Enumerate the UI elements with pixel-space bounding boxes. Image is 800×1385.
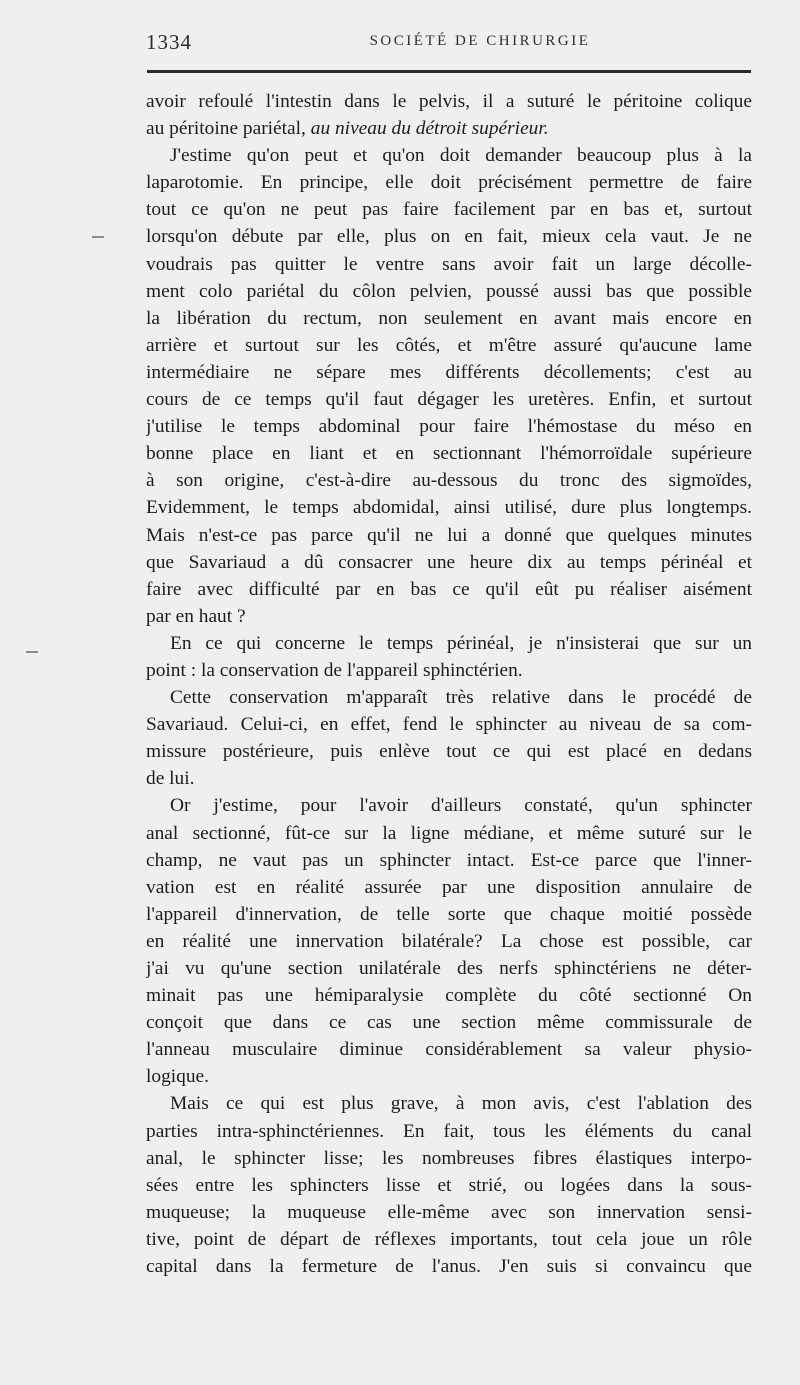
text-line-content: intermédiaire ne sépare mes différents décollements; c'est au: [146, 361, 752, 383]
text-line-content: Or j'estime, pour l'avoir d'ailleurs constaté, qu'un sphincter: [170, 795, 752, 817]
text-line: [146, 657, 752, 684]
text-line-content: j'ai vu qu'une section unilatérale des nerfs sphinctériens ne déter-: [146, 958, 752, 979]
text-line: [146, 440, 752, 467]
text-line: [146, 1145, 752, 1172]
text-line: [146, 467, 752, 494]
text-line-content: Savariaud. Celui-ci, en effet, fend le sphincter au niveau de sa com-: [146, 714, 752, 736]
text-line-content: faire avec difficulté par en bas ce qu'il eût pu réaliser aisément: [146, 578, 752, 600]
page-number: 1334: [146, 30, 192, 54]
text-line: [146, 603, 752, 630]
body-text: [146, 88, 752, 1280]
text-line-content: avoir refoulé l'intestin dans le pelvis, il a suturé le péritoine colique: [146, 91, 752, 112]
text-line: [146, 169, 752, 196]
text-line: [146, 1036, 752, 1063]
text-line: [146, 88, 752, 115]
text-line: [146, 955, 752, 982]
text-line: [146, 1172, 752, 1199]
text-line-content: conçoit que dans ce cas une section même commissurale de: [146, 1012, 752, 1034]
text-line: [146, 142, 752, 169]
text-line-content: logique.: [146, 1066, 210, 1088]
text-line-content: tive, point de départ de réflexes importants, tout cela joue un rôle: [146, 1228, 752, 1250]
text-line: [146, 1090, 752, 1117]
text-line: [146, 684, 752, 711]
text-line-content: point : la conservation de l'appareil sphinctérien.: [146, 659, 523, 681]
text-line-content: Mais n'est-ce pas parce qu'il ne lui a donné que quelques minutes: [146, 524, 752, 546]
text-line: [146, 847, 752, 874]
text-line: [146, 1199, 752, 1226]
text-line: [146, 765, 752, 792]
text-line: [146, 196, 752, 223]
text-line: [146, 522, 752, 549]
text-line-content: Cette conservation m'apparaît très relative dans le procédé de: [170, 687, 752, 709]
text-line-content: champ, ne vaut pas un sphincter intact. Est-ce parce que l'inner-: [146, 849, 752, 871]
text-line-content: J'estime qu'on peut et qu'on doit demander beaucoup plus à la: [170, 145, 752, 167]
text-line: [146, 1063, 752, 1090]
text-line: [146, 982, 752, 1009]
text-line-content: Mais ce qui est plus grave, à mon avis, c'est l'ablation des: [170, 1093, 752, 1115]
text-line-content: en réalité une innervation bilatérale? La chose est possible, car: [146, 930, 752, 952]
text-line: [146, 386, 752, 413]
text-line-content: au péritoine pariétal,: [146, 118, 311, 140]
text-line-content: Evidemment, le temps abdomidal, ainsi utilisé, dure plus longtemps.: [146, 497, 752, 519]
text-line-content: sées entre les sphincters lisse et strié, ou logées dans la sous-: [146, 1174, 752, 1196]
text-line: [146, 251, 752, 278]
text-line: [146, 711, 752, 738]
text-line: [146, 792, 752, 819]
text-line: [146, 1253, 752, 1280]
text-line: [146, 413, 752, 440]
text-line-content: l'anneau musculaire diminue considérablement sa valeur physio-: [146, 1039, 752, 1061]
margin-mark: [26, 651, 38, 653]
text-line-content: minait pas une hémiparalysie complète du côté sectionné On: [146, 985, 752, 1007]
text-line: [146, 305, 752, 332]
text-line-content: En ce qui concerne le temps périnéal, je n'insisterai que sur un: [170, 632, 752, 654]
text-line-content: de lui.: [146, 768, 195, 790]
text-line: [146, 576, 752, 603]
text-line-content: voudrais pas quitter le ventre sans avoir fait un large décolle-: [146, 253, 752, 275]
text-line: [146, 1009, 752, 1036]
text-line: [146, 223, 752, 250]
text-line-content: tout ce qu'on ne peut pas faire facilement par en bas et, surtout: [146, 199, 752, 221]
text-line: [146, 901, 752, 928]
text-line-content: arrière et surtout sur les côtés, et m'être assuré qu'aucune lame: [146, 334, 752, 356]
text-line-content: anal sectionné, fût-ce sur la ligne médiane, et même suturé sur le: [146, 822, 752, 844]
text-line: [146, 928, 752, 955]
text-line: [146, 332, 752, 359]
text-line: [146, 115, 752, 142]
text-line-content: j'utilise le temps abdominal pour faire l'hémostase du méso en: [146, 416, 752, 438]
text-line: [146, 820, 752, 847]
text-line: [146, 1226, 752, 1253]
text-line-content: cours de ce temps qu'il faut dégager les uretères. Enfin, et surtout: [146, 389, 752, 411]
text-line-content: par en haut ?: [146, 605, 246, 627]
text-line-content: missure postérieure, puis enlève tout ce qui est placé en dedans: [146, 741, 752, 763]
text-line-content: vation est en réalité assurée par une disposition annulaire de: [146, 876, 752, 898]
text-line: [146, 278, 752, 305]
text-line: [146, 630, 752, 657]
text-line-content: l'appareil d'innervation, de telle sorte que chaque moitié possède: [146, 903, 752, 925]
text-line-content: laparotomie. En principe, elle doit précisément permettre de faire: [146, 172, 752, 194]
text-line-content: lorsqu'on débute par elle, plus on en fait, mieux cela vaut. Je ne: [146, 226, 752, 248]
text-line: [146, 359, 752, 386]
text-line-content: que Savariaud a dû consacrer une heure dix au temps périnéal et: [146, 551, 752, 573]
text-line-content: ment colo pariétal du côlon pelvien, poussé aussi bas que possible: [146, 280, 752, 302]
running-title: SOCIÉTÉ DE CHIRURGIE: [369, 33, 591, 49]
text-line-content: bonne place en liant et en sectionnant l'hémorroïdale supérieure: [146, 443, 752, 465]
text-line: [146, 1118, 752, 1145]
text-line-content: parties intra-sphinctériennes. En fait, tous les éléments du canal: [146, 1120, 752, 1142]
text-line: [146, 738, 752, 765]
text-line-content: la libération du rectum, non seulement en avant mais encore en: [146, 307, 752, 329]
text-line: [146, 549, 752, 576]
text-line-content: capital dans la fermeture de l'anus. J'en suis si convaincu que: [146, 1256, 752, 1278]
text-line-content: muqueuse; la muqueuse elle-même avec son innervation sensi-: [146, 1201, 752, 1223]
text-line: [146, 494, 752, 521]
header-rule: [147, 70, 751, 73]
margin-mark: [92, 236, 104, 238]
text-line: [146, 874, 752, 901]
text-line-content: à son origine, c'est-à-dire au-dessous du tronc des sigmoïdes,: [146, 470, 752, 492]
text-line-content: anal, le sphincter lisse; les nombreuses fibres élastiques interpo-: [146, 1147, 752, 1169]
italic-phrase: au niveau du détroit supérieur.: [310, 118, 549, 140]
